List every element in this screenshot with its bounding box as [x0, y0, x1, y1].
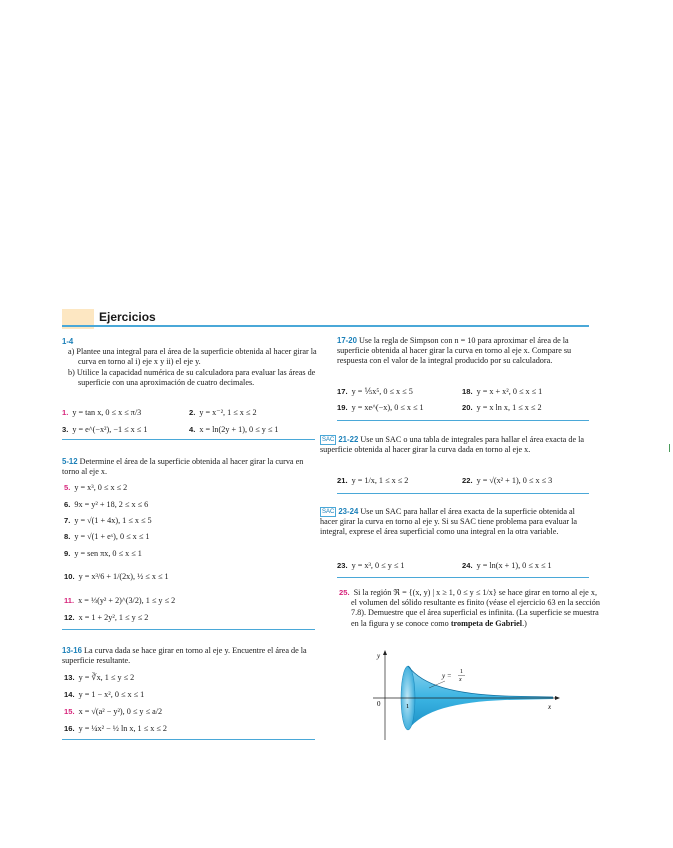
exercise-item: 6. 9x = y² + 18, 2 ≤ x ≤ 6 [64, 500, 149, 509]
exercise-item: 10. y = x³/6 + 1/(2x), ½ ≤ x ≤ 1 [64, 572, 169, 581]
exercise-range-5-12: 5-12 Determine el área de la superficie obtenida al hacer girar la curva en torno al eje x. [62, 457, 304, 477]
section-divider [62, 629, 315, 630]
exercise-item: 7. y = √(1 + 4x), 1 ≤ x ≤ 5 [64, 516, 152, 525]
sac-badge: SAC [322, 509, 335, 516]
y-axis-arrow [383, 650, 387, 655]
exercise-range-17-20: 17-20 Use la regla de Simpson con n = 10 para aproximar el área de la superficie obtenida al hacer girar la curva en torno al eje x. Compare su respuesta con el valor de la integral producido por su calculadora. [337, 336, 572, 366]
exercise-range-1-4: 1-4 [62, 337, 74, 346]
section-divider [62, 739, 315, 740]
y-axis-label: y [377, 652, 381, 660]
exercise-item: 2. y = x⁻², 1 ≤ x ≤ 2 [189, 408, 257, 417]
exercise-part-b: b) Utilice la capacidad numérica de su calculadora para evaluar las áreas de superficie con una aproximación de cuatro decimales. [68, 368, 316, 388]
exercise-range-23-24: SAC 23-24 Use un SAC para hallar el área exacta de la superficie obtenida al hacer girar la curva en torno al eje y. Si su SAC tiene problema para evaluar la integral, exprese el área superficial como una integral en la otra variable. [320, 507, 578, 537]
x-axis-arrow [555, 696, 560, 700]
exercise-item: 13. y = ∛x, 1 ≤ y ≤ 2 [64, 673, 135, 682]
section-divider [62, 439, 315, 440]
x-axis-label: x [548, 703, 552, 711]
exercise-item: 1. y = tan x, 0 ≤ x ≤ π/3 [62, 408, 142, 417]
curve-label-denominator: x [459, 677, 462, 683]
exercise-item: 11. x = ⅓(y² + 2)^(3/2), 1 ≤ y ≤ 2 [64, 596, 176, 605]
exercise-item: 15. x = √(a² − y²), 0 ≤ y ≤ a/2 [64, 707, 163, 716]
curve-label-lhs: y = [442, 672, 452, 680]
exercise-item: 16. y = ¼x² − ½ ln x, 1 ≤ x ≤ 2 [64, 724, 168, 733]
exercise-range-13-16: 13-16 La curva dada se hace girar en torno al eje y. Encuentre el área de la superficie resultante. [62, 646, 307, 666]
exercise-item: 4. x = ln(2y + 1), 0 ≤ y ≤ 1 [189, 425, 279, 434]
exercise-item: 20. y = x ln x, 1 ≤ x ≤ 2 [462, 403, 542, 412]
origin-label: 0 [377, 700, 381, 708]
exercise-range-21-22: SAC 21-22 Use un SAC o una tabla de integrales para hallar el área exacta de la superficie obtenida al hacer girar la curva dada en torno al eje x. [320, 435, 585, 455]
exercise-item: 12. x = 1 + 2y², 1 ≤ y ≤ 2 [64, 613, 149, 622]
section-divider [337, 493, 589, 494]
curve-label-numerator: 1 [460, 669, 463, 675]
exercise-item: 5. y = x³, 0 ≤ x ≤ 2 [64, 483, 128, 492]
exercise-item: 9. y = sen πx, 0 ≤ x ≤ 1 [64, 549, 142, 558]
sac-badge: SAC [322, 437, 335, 444]
exercise-part-a: a) Plantee una integral para el área de la superficie obtenida al hacer girar la curva en torno al i) eje x y ii) el eje y. [68, 347, 317, 367]
exercise-item: 23. y = x³, 0 ≤ y ≤ 1 [337, 561, 405, 570]
page-edge-mark [669, 444, 670, 452]
exercise-25: 25. Si la región ℜ = {(x, y) | x ≥ 1, 0 ≤ y ≤ 1/x} se hace girar en torno al eje x, el volumen del sólido resultante es finito (véase el ejercicio 63 en la sección 7.8). Demuestre que el área superficial es infinita. (La superficie se muestra en la figura y se conoce como trompeta de Gabriel.) [339, 588, 600, 628]
section-divider [337, 420, 589, 421]
gabriels-horn-figure [365, 648, 565, 742]
exercise-item: 8. y = √(1 + eˣ), 0 ≤ x ≤ 1 [64, 532, 150, 541]
exercise-item: 18. y = x + x², 0 ≤ x ≤ 1 [462, 387, 543, 396]
exercise-item: 24. y = ln(x + 1), 0 ≤ x ≤ 1 [462, 561, 552, 570]
section-divider [337, 577, 589, 578]
section-title: Ejercicios [99, 310, 156, 324]
exercise-item: 14. y = 1 − x², 0 ≤ x ≤ 1 [64, 690, 145, 699]
exercise-item: 17. y = ⅕x⁵, 0 ≤ x ≤ 5 [337, 387, 413, 396]
exercise-item: 19. y = xe^(−x), 0 ≤ x ≤ 1 [337, 403, 424, 412]
one-label: 1 [406, 703, 410, 710]
header-rule [62, 325, 589, 327]
exercise-item: 21. y = 1/x, 1 ≤ x ≤ 2 [337, 476, 409, 485]
exercise-item: 22. y = √(x² + 1), 0 ≤ x ≤ 3 [462, 476, 553, 485]
exercise-item: 3. y = e^(−x²), −1 ≤ x ≤ 1 [62, 425, 148, 434]
